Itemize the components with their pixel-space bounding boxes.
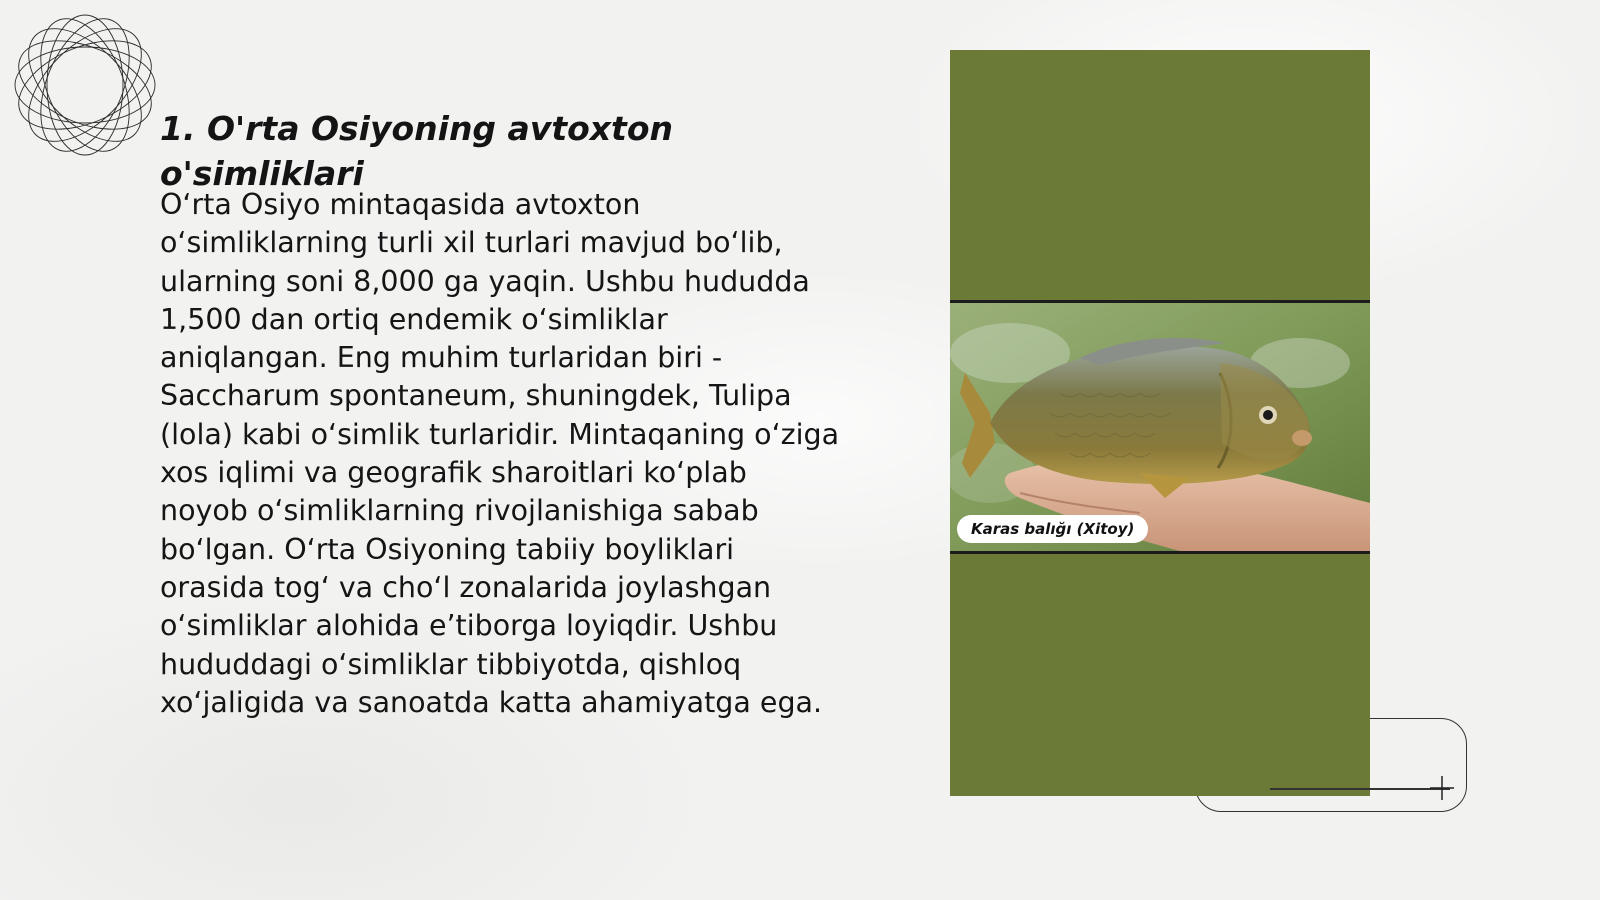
photo-panel bbox=[950, 50, 1370, 796]
fish-photo bbox=[950, 300, 1370, 554]
slide-body-text: O‘rta Osiyo mintaqasida avtoxton o‘simliklarning turli xil turlari mavjud bo‘lib, ularning soni 8,000 ga yaqin. Ushbu hududda 1,500 dan ortiq endemik o‘simliklar aniqlangan. Eng muhim turlaridan biri - Saccharum spontaneum, shuningdek, Tulipa (lola) kabi o‘simlik turlaridir. Mintaqaning o‘ziga xos iqlimi va geografik sharoitlari ko‘plab noyob o‘simliklarning rivojlanishiga sabab bo‘lgan. O‘rta Osiyoning tabiiy boyliklari orasida tog‘ va cho‘l zonalarida joylashgan o‘simliklar alohida e’tiborga loyiqdir. Ushbu hududdagi o‘simliklar tibbiyotda, qishloq xo‘jaligida va sanoatda katta ahamiyatga ega. bbox=[160, 188, 840, 719]
slide-title: 1. O'rta Osiyoning avtoxton o'simliklari bbox=[160, 109, 673, 193]
plus-icon bbox=[1428, 774, 1456, 802]
spirograph-orb-icon bbox=[10, 10, 160, 160]
photo-caption: Karas balığı (Xitoy) bbox=[957, 515, 1148, 543]
fish-in-hand-image bbox=[950, 303, 1370, 551]
decorative-line bbox=[1270, 788, 1450, 790]
